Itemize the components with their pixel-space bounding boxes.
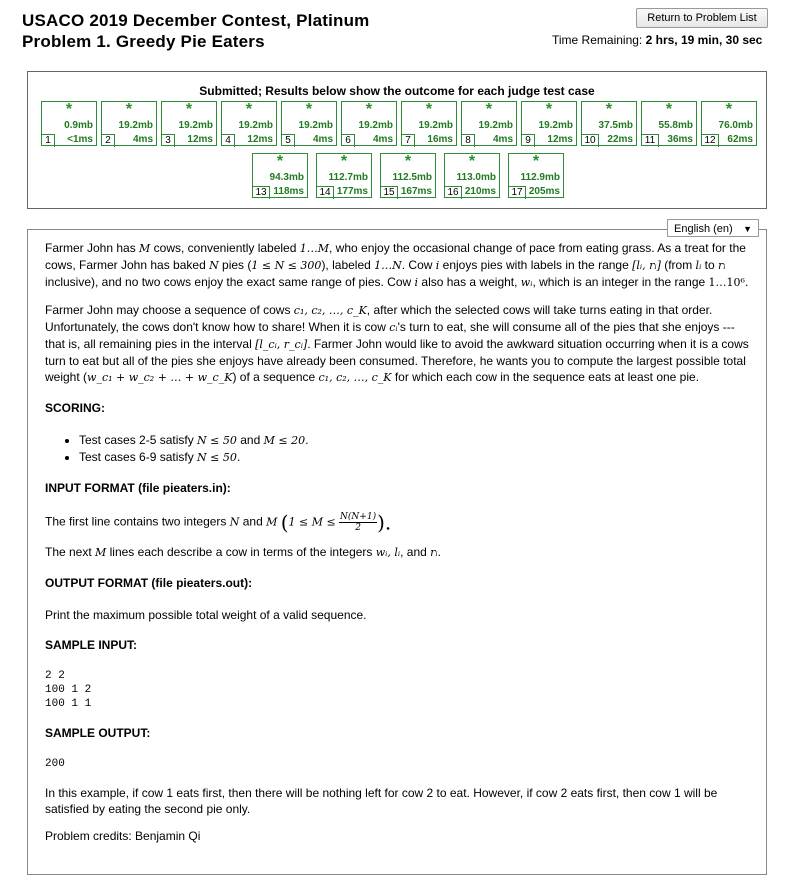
test-case-number: 4 xyxy=(222,134,235,147)
pass-star-icon: * xyxy=(425,101,433,118)
test-case-memory: 76.0mb xyxy=(718,120,753,131)
pass-star-icon: * xyxy=(468,153,476,170)
test-case-time: 177ms xyxy=(336,186,368,197)
test-case-result xyxy=(380,153,436,198)
test-case-result xyxy=(701,101,757,146)
test-case-memory: 19.2mb xyxy=(358,120,393,131)
test-case-result xyxy=(521,101,577,146)
explanation: In this example, if cow 1 eats first, then there will be nothing left for cow 2 to eat. However, if cow 2 eats first, then cow 1 will be satisfied by eating the second pie only. xyxy=(45,786,718,816)
paragraph-rules: Farmer John may choose a sequence of cows c₁, c₂, …, c_K, after which the selected cows will take turns eating in that order. Unfortunately, the cows don't know how to share! When it is cow cᵢ's turn to eat, she will consume all of the pies that she enjoys --- that is, all remaining pies in the interval [l_cᵢ, r_cᵢ]. Farmer John would like to avoid the awkward situation occurring when it is a cows turn to eat but all of the pies she enjoys have already been consumed. Therefore, he wants you to compute the largest possible total weight (w_c₁ + w_c₂ + … + w_c_K) of a sequence c₁, c₂, …, c_K for which each cow in the sequence eats at least one pie. xyxy=(45,303,749,384)
test-case-memory: 112.7mb xyxy=(328,172,368,183)
scoring-heading: SCORING: xyxy=(45,401,105,415)
pass-star-icon: * xyxy=(532,153,540,170)
test-case-time: 12ms xyxy=(187,134,213,145)
return-to-problem-list-button[interactable]: Return to Problem List xyxy=(636,8,768,28)
test-case-time: <1ms xyxy=(67,134,93,145)
test-case-result xyxy=(252,153,308,198)
test-case-number: 10 xyxy=(582,134,599,147)
output-format-text: Print the maximum possible total weight of a valid sequence. xyxy=(45,608,367,622)
test-case-number: 6 xyxy=(342,134,355,147)
test-case-memory: 112.5mb xyxy=(392,172,432,183)
test-case-time: 118ms xyxy=(273,186,304,197)
pass-star-icon: * xyxy=(245,101,253,118)
test-case-number: 15 xyxy=(381,186,398,199)
pass-star-icon: * xyxy=(185,101,193,118)
test-case-result xyxy=(41,101,97,146)
results-caption: Submitted; Results below show the outcome for each judge test case xyxy=(199,84,595,98)
pass-star-icon: * xyxy=(305,101,313,118)
test-case-number: 14 xyxy=(317,186,334,199)
pass-star-icon: * xyxy=(65,101,73,118)
test-case-time: 4ms xyxy=(492,134,513,145)
sample-output: 200 xyxy=(45,758,65,770)
test-case-result xyxy=(161,101,217,146)
test-case-time: 4ms xyxy=(132,134,153,145)
test-case-time: 22ms xyxy=(607,134,633,145)
test-case-number: 1 xyxy=(42,134,55,147)
test-case-memory: 0.9mb xyxy=(64,120,93,131)
test-case-number: 11 xyxy=(642,134,659,147)
scoring-list xyxy=(45,432,757,466)
test-case-result xyxy=(461,101,517,146)
test-case-memory: 19.2mb xyxy=(538,120,573,131)
test-case-number: 9 xyxy=(522,134,535,147)
test-case-memory: 19.2mb xyxy=(478,120,513,131)
test-case-time: 12ms xyxy=(547,134,573,145)
input-line-1: The first line contains two integers N and M (1 ≤ M ≤ $\frac{N(N+1)}{2}$ ). xyxy=(45,510,392,535)
input-format-heading: INPUT FORMAT (file pieaters.in): xyxy=(45,481,231,495)
test-case-time: 4ms xyxy=(372,134,393,145)
test-case-result xyxy=(444,153,500,198)
test-case-memory: 19.2mb xyxy=(178,120,213,131)
problem-statement xyxy=(45,240,757,855)
pass-star-icon: * xyxy=(725,101,733,118)
title-contest: USACO 2019 December Contest, Platinum xyxy=(22,11,370,30)
test-case-memory: 94.3mb xyxy=(269,172,304,183)
results-panel xyxy=(27,71,767,209)
test-case-number: 12 xyxy=(702,134,719,147)
test-case-time: 36ms xyxy=(667,134,693,145)
output-format-heading: OUTPUT FORMAT (file pieaters.out): xyxy=(45,576,253,590)
test-case-memory: 19.2mb xyxy=(118,120,153,131)
test-case-time: 4ms xyxy=(312,134,333,145)
sample-input: 2 2 100 1 2 100 1 1 xyxy=(45,670,92,710)
test-case-time: 16ms xyxy=(427,134,453,145)
test-case-time: 167ms xyxy=(400,186,432,197)
title-problem: Problem 1. Greedy Pie Eaters xyxy=(22,32,265,51)
test-case-time: 205ms xyxy=(528,186,560,197)
time-remaining-value: 2 hrs, 19 min, 30 sec xyxy=(645,33,763,47)
pass-star-icon: * xyxy=(605,101,613,118)
test-case-time: 62ms xyxy=(727,134,753,145)
test-case-memory: 112.9mb xyxy=(520,172,560,183)
test-case-memory: 19.2mb xyxy=(418,120,453,131)
test-case-memory: 37.5mb xyxy=(598,120,633,131)
pass-star-icon: * xyxy=(485,101,493,118)
sample-input-heading: SAMPLE INPUT: xyxy=(45,638,138,652)
test-case-result xyxy=(401,101,457,146)
test-case-result xyxy=(101,101,157,146)
test-case-result xyxy=(581,101,637,146)
test-case-time: 12ms xyxy=(247,134,273,145)
pass-star-icon: * xyxy=(125,101,133,118)
problem-credits: Problem credits: Benjamin Qi xyxy=(45,829,201,843)
test-case-memory: 55.8mb xyxy=(658,120,693,131)
test-case-number: 5 xyxy=(282,134,295,147)
time-remaining-label: Time Remaining: xyxy=(552,33,643,47)
scoring-item: • Test cases 6-9 satisfy N ≤ 50. xyxy=(79,449,757,466)
pass-star-icon: * xyxy=(340,153,348,170)
test-case-time: 210ms xyxy=(464,186,496,197)
test-case-number: 2 xyxy=(102,134,115,147)
language-select[interactable] xyxy=(667,219,759,237)
test-case-number: 7 xyxy=(402,134,415,147)
test-case-number: 17 xyxy=(509,186,526,199)
pass-star-icon: * xyxy=(545,101,553,118)
test-case-result xyxy=(641,101,697,146)
test-case-memory: 113.0mb xyxy=(456,172,496,183)
paragraph-intro: Farmer John has M cows, conveniently labeled 1…M, who enjoy the occasional change of pace from eating grass. As a treat for the cows, Farmer John has baked N pies (1 ≤ N ≤ 300), labeled 1…N. Cow i enjoys pies with labels in the range [lᵢ, rᵢ] (from lᵢ to rᵢ inclusive), and no two cows enjoy the exact same range of pies. Cow i also has a weight, wᵢ, which is an integer in the range 1…10⁶. xyxy=(45,241,749,289)
pass-star-icon: * xyxy=(365,101,373,118)
problem-title xyxy=(22,10,370,52)
dropdown-arrow-icon: ▼ xyxy=(743,224,752,234)
sample-output-heading: SAMPLE OUTPUT: xyxy=(45,726,151,740)
pass-star-icon: * xyxy=(276,153,284,170)
test-case-result xyxy=(221,101,277,146)
test-case-result xyxy=(316,153,372,198)
test-case-memory: 19.2mb xyxy=(238,120,273,131)
test-case-number: 16 xyxy=(445,186,462,199)
test-case-number: 8 xyxy=(462,134,475,147)
test-case-result xyxy=(508,153,564,198)
time-remaining xyxy=(552,33,762,47)
test-case-number: 13 xyxy=(253,186,270,199)
language-selected: English (en) xyxy=(674,223,733,235)
pass-star-icon: * xyxy=(665,101,673,118)
test-case-result xyxy=(281,101,337,146)
scoring-item: • Test cases 2-5 satisfy N ≤ 50 and M ≤ 20. xyxy=(79,432,757,449)
pass-star-icon: * xyxy=(404,153,412,170)
test-case-result xyxy=(341,101,397,146)
test-case-number: 3 xyxy=(162,134,175,147)
input-line-2: The next M lines each describe a cow in terms of the integers wᵢ, lᵢ, and rᵢ. xyxy=(45,545,441,559)
test-case-memory: 19.2mb xyxy=(298,120,333,131)
fraction: $\frac{N(N+1)}{2}$ xyxy=(340,512,377,533)
